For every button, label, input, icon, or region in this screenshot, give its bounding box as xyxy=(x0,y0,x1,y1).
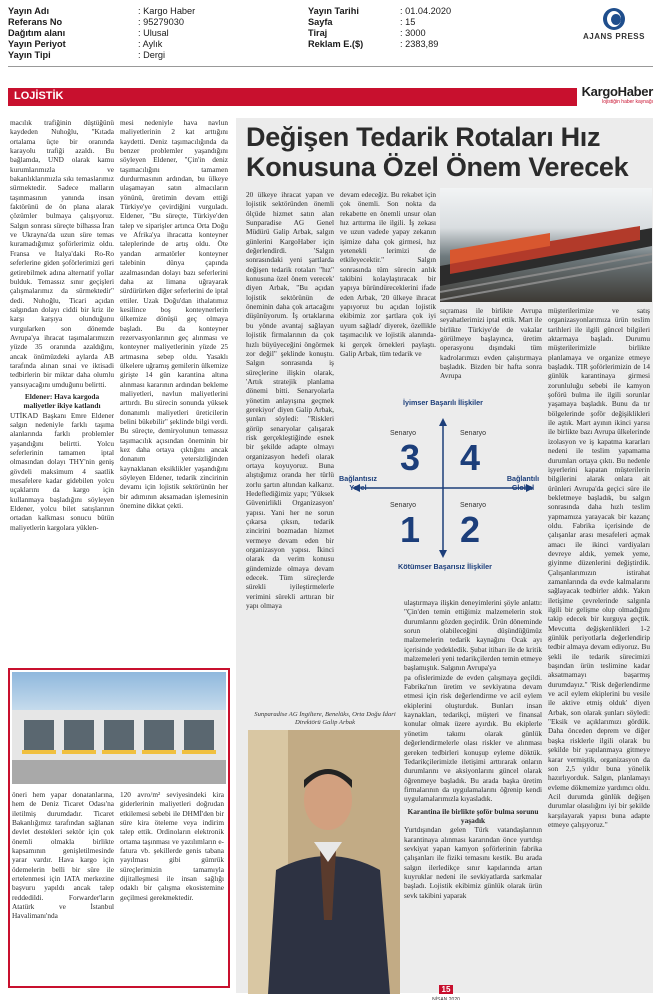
section-band xyxy=(8,88,653,106)
portrait-illustration xyxy=(248,730,400,994)
feature-col4: müşterilerimize ve satış organizasyonlarımıza ürün teslim tarihleri ile ilgili güncel bilgileri aktarmaya başladı. Durumu müşterilerimizle birlikte planlamaya ve organize etmeye başladık. TIR şoförlerimizin de 14 günlük karantinaya girmesi zorunluluğu sebebi ile kamyon şoförü bulma ile ilgili sorunlar yaşamaya başladık. Bunu da tır bölgelerinde şoför değişiklikleri ile aştık. Mart ayının ikinci yarısı ile birlikte bazı Avrupa ülkelerinde izolasyon ve iş kapatma kararları nedeni ile teslim yapamama durumları ortaya çıktı. Bu nedenle işyerlerini kapatan müşterilerin bilgilerini alarak onlara ait ürünleri Avrupa'da geçici süre ile bekletmeye başladık, bu salgın sonrasında daha hızlı teslim yapmamıza yarayacak bir kazanç oldu. Fabrika içerisinde de çalışanlar arası mesafeleri açmak amacı ile ikinci vardiyaları devreye aldık, yemek yeme, giyinme düzenlerini değiştirdik. Çalışanlarımızın istirahat zamanlarında da evde kalmalarını sağlayacak tedbirler aldık. Yakın iletişime çevrelerinde salgınla ilgili bir gelişme olup olmadığını takip edecek bir kurguya geçtik. Mevcutta değişkenlikleri 1-2 günlük periyotlarla değerlendirip tedbir almaya devam ediyoruz. Bu şekli ile tedarik sürecimizi başından ürün teslimine kadar aksatmamayı başarmış durumdayız." 'Risk değerlendirme ve acil eylem ekiplerini bu vesile ile aktive etmiş olduk' diyen Arbak, son olarak şunları söyledi: "Eksik ve açıklarımızı gördük. Daha önceden deprem ve diğer başka risklerle ilgili olarak bu şekilde bir yapılanmaya gitmeye karar vermiştik, organizasyon da son 2,5 yıldır buna yönelik hazırlıyorduk. Salgın, planlamayı evleme dökmemize yardımcı oldu. Acil durumda günlük değişen durumlar olasılığını iyi bir şekilde karşılayarak yapısı buna adapte etmeye çalışıyoruz." xyxy=(548,306,650,829)
article-left-col1: macılık trafiğinin düştüğünü kaydeden Nuhoğlu, "Kıtada ortalama üçte bir oranında karayolu trafiği azaldı. Bu bağlamda, UND olarak kamu kurumlarımızla ve bakanlıklarımızla sıkı temaslarımız sürmektedir. Sadece malların taşınmasının yanında insan faktörünü de ön plana alarak çözümler bulmaya çalışıyoruz. Salgın sonrası süreçte bilhassa İran ve Ukrayna'da uzun süre temas kuramadığımız şoförlerimiz oldu. Fransa ve İtalya'daki Ro-Ro seferlerine giden şoförlerimizi geri getirebilmek adına alternatif yollar bulduk. Temassız sınır geçişleri çalışmalarımız da sürmektedir" dedi. Nuhoğlu, Ticari açıdan salgından dolayı ciddi bir kriz ile karşı karşıya olunduğunu vurgularken son dönemde Avrupa'ya ihracat taşımalarımızın yüzde 35 oranında azaldığını, ancak önümüzdeki aylarda AB tarafında alınan sınai ve iktisadi tedbirlerin bir miktar daha olumlu yansıyacağını umduğunu belirtti. Eldener: Hava kargoda maliyetler ikiye katlandı UTİKAD Başkanı Emre Eldener salgın nedeniyle farklı taşıma alanlarında farklı problemler yaşandığını belirtti. Yolcu seferlerinin tamamen iptal olmasından dolayı THY'nin geniş gövdeli maksimum 4 saatlik mesafelere kadar gidebilen yolcu uçaklarını da kargo için kullanmaya başladığını söyleyen Eldener, yolcu bilet satışlarının ortadan kalkması sonucu bütün maliyetlerin kargolara yüklen- xyxy=(10,118,114,532)
article-left-col2: mesi nedeniyle hava navlun maliyetlerinin 2 kat arttığını kaydetti. Deniz taşımacılığında da benzer problemler yaşandığını söyleyen Eldener, "Çin'in deniz taşımacılığını tamamen durdurmasının ardından, bu ülkeye ulaşamayan satın almacıların yönünü, üretimin devam ettiği Türkiye'ye çevirdiğini vurguladı. Eldener, "Bu süreçte, Türkiye'den talep ve siparişler artınca Orta Doğu ve Afrika'ya ihracatta konteyner taleplerinde de artış oldu. Öte yandan armatörler konteyner talebinin dünya çapında azalmasından dolayı bazı seferlerini daha az limana uğrayarak sürdürürken diğer seferlerini de iptal ettiler. Uzak Doğu'dan ithalatımız kesilince boş konteynerlerin ülkemize dönüşü geç olmaya başladı. Bu da konteyner rezervasyonlarının geç alınması ve konteyner maliyetlerinin yüzde 25 artmasına sebep oldu. Yasaklı ülkelere uğramış gemilerin ülkemize girişte 14 gün karantina altına alınması kararının ardından bekleme maliyetleri, navlun maliyetlerini arttırdı. Bu sürecin sonunda yüksek donanımlı maliyetleri üreticilerin belini bükebilir" şeklinde bilgi verdi. Bu süreçte, demiryolunun temassız taşımacılık açısından öneminin bir kez daha ortaya çıktığını ancak donanım yetersizliğinden kaynaklanan eksiklikler yaşandığını söyleyen Eldener, tedarik zincirinin devamı için lojistik sektörünün her bir adımının aksamadan işlemesinin önemine dikkat çekti. xyxy=(120,118,228,511)
subhead-driver: Karantina ile birlikte şoför bulma sorunu yaşadık xyxy=(407,806,539,825)
article-headline: Değişen Tedarik Rotaları Hız Konusuna Özel Önem Verecek xyxy=(246,122,629,182)
portrait-photo xyxy=(248,730,400,994)
agency-logo-icon xyxy=(603,8,625,30)
warehouse-photo xyxy=(12,672,226,784)
axis-left-label: Bağlantısız Yerel xyxy=(339,474,377,492)
feature-col3-top: sıçraması ile birlikte Avrupa seyahatlerimizi iptal ettik. Mart ile birlikte Türkiye'de de vakalar görülmeye başlayınca, üretim operasyonu dışındaki tüm kadrolarımızı evden çalıştırmaya başladık. Bizden bir hafta sonra Avrupa xyxy=(440,306,542,381)
warehouse-illustration xyxy=(12,672,226,784)
scenario-3-label: Senaryo xyxy=(390,430,417,437)
scenario-1-label: Senaryo xyxy=(390,502,417,509)
feature-col2: devam edeceğiz. Bu rekabet için çok önemli. Son nokta da rekabette en önemli unsur olan hız arttırma ile ilgili. İş zekası ve uzun vadede yapay zekanın işimize daha çok girmesi, hız yetenekli lerimizi de etkileyecektir." Salgın sonrasında tüm sürecin anlık takibini kolaylaştıracak bir yapıya büründüreceklerini ifade eden Arbak, '20 ülkeye ihracat yapıyoruz bu açıdan lojistik ekibimiz zor şartlara çok iyi uyum sağladı' diyerek, özellikle taşımacılık ve lojistik alanında-ki gerçek örnekleri paylaştı. Galip Arbak, tüm tedarik ve xyxy=(340,190,436,358)
section-label: LOJİSTİK xyxy=(14,90,64,102)
subhead-air-cargo: Eldener: Hava kargoda maliyetler ikiye katlandı xyxy=(23,391,101,411)
axis-right-label: Bağlantılı Global xyxy=(506,474,540,492)
brand-logo xyxy=(577,84,653,108)
scenario-2-label: Senaryo xyxy=(460,502,487,509)
feature-col1: 20 ülkeye ihracat yapan ve lojistik sektöründen önemli ölçüde hizmet satın alan Sunparadise AG Genel Müdürü Galip Arbak, salgın günlerini KargoHaber için değerlendirdi. 'Salgın sonrasındaki yeni şartlarda değişen tedarik rotaları "hız" konusuna özel önem verecek' diyen Arbak, "Bu açıdan lojistik sektörünün de öneminin daha çok artacağını düşünüyorum. İş ortaklarına bu yönde avantaj sağlayan lojistik firmalarının da çok hızlı büyüyeceğini öngörmek zor değil" şeklinde konuştu. Salgın sonrasında iş süreçlerine ilişkin olarak, 'Artık stratejik planlama dönemi bitti. Senaryolarla yönetim anlayışına geçmek gerekiyor' diyen Galip Arbak, şunları söyledi: "Riskleri görüp senaryolar çalışarak risk gerçekleştiğinde esnek bir şekilde adapte olmayı organizasyon hedefi olarak ortaya koyuyoruz. Buna alıştığımız oranda her türlü zorlu şartın altından kalkarız. Hedeflediğimiz yapı; 'Yüksek Güvenirlikli Organizasyon' yapısı. Yani her ne sorun çıkarsa çıksın, tedarik zincirini bozmadan hizmet vermeye devam eden bir organizasyon yapısı. İkinci olarak da verim konusu gündemizde olmaya devam edecek. Tüm süreçlerde sürekli iyileştirmelerle verimini sürekli arttıran bir yapı olmaya xyxy=(246,190,334,611)
scenario-3-number: 3 xyxy=(400,437,421,478)
feature-col3-bottom: ulaştırmaya ilişkin deneyimlerini şöyle anlattı: "Çin'den temin ettiğimiz malzemelerin stok durumlarını gözden geçirdik. Ürün döneminde sorun olabileceğini düşündüğümüz malzemelerin tedarik kaynağını Ocak ayı içerisinde yedekledik. Şubat itibarı ile de kritik malzemeleri yeni tedarikçilerden temin etmeye başlamıştık. Salgının Avrupa'ya pa ofislerimizde de evden çalışmaya geçildi. Fabrika'nın üretim ve sevkiyatına devam etmesi için risk değerlendirme ve acil eylem ekiplerini oluşturduk. Bunları insan kaynakları, tedarikçi, müşteri ve finansal konular olmak üzere ayırdık. Bu ekiplerle yönetim takımı olarak günlük değerlendirmelerle olası riskler ve alınması gereken tedbirleri konuşup eyleme döktük. Tedarikçilerimizle iletişimi arttırarak onların durumlarını ve aksiyonlarını güncel olarak öğrenmeye başladık. Bu arada başka üretim firmalarının da uygulamalarını öğrenip kendi uygulamalarımızla kıyasladık. Karantina ile birlikte şoför bulma sorunu yaşadık Yurtdışından gelen Türk vatandaşlarının karantinaya alınması kararından önce yurtdışı sevkiyat yapan kamyon şoförlerinin fabrika çalışanları ile fiziki temasını kestik. Bu arada salgın ilerledikçe sınır kapılarında artan kuyruklar nedeni ile sevkiyatlarda sarkmalar başladı. Lojistik ekibimiz günlük olarak ürün sevk takibini yaparak xyxy=(404,598,542,900)
scenario-4-number: 4 xyxy=(460,437,481,478)
scenario-2-number: 2 xyxy=(460,509,481,550)
freight-train-photo xyxy=(440,188,652,302)
publication-meta: Yayın Adı : Kargo Haber Referans No : 95279030 Dağıtım alanı : Ulusal Yayın Periyot : Aylık Yayın Tipi : Dergi Yayın Tarihi : 01.04.2020 Sayfa : 15 Tiraj : 3000 Reklam E.($) : 2383,89 xyxy=(8,6,452,60)
brand-tagline: lojistiğin haber kaynağı xyxy=(602,99,653,105)
train-illustration xyxy=(440,188,652,302)
axis-top-label: İyimser Başarılı İlişkiler xyxy=(403,398,483,407)
axis-bottom-label: Kötümser Başarısız İlişkiler xyxy=(398,562,492,571)
agency-logo: AJANS PRESS xyxy=(574,8,654,44)
scenario-diagram xyxy=(339,398,540,580)
boxed-col1: öneri hem yapar donatanlarına, hem de Deniz Ticaret Odası'na iletilmiş durumdadır. Ticaret Bakanlığımız tarafından sağlanan devlet destekleri sektör için çok önemli olmakla birlikte kapsamının genişletilmesinde yarar vardır. Hava kargo için ödemelerin belli bir süre ile ertelenmesi için IATA merkezine başvuru yapıldı ancak talep reddedildi. Forwarder'ların Atatürk ve İstanbul Havalimanı'nda xyxy=(12,790,114,921)
brand-name: KargoHaber xyxy=(581,84,653,99)
header-divider xyxy=(8,66,653,67)
scenario-4-label: Senaryo xyxy=(460,430,487,437)
scenario-1-number: 1 xyxy=(400,509,421,550)
page-number: 15 NİSAN 2020 xyxy=(432,985,460,1000)
photo-caption: Sunparadise AG İngiltere, Benelüks, Orta Doğu İdari Direktörü Galip Arbak xyxy=(254,711,396,726)
boxed-col2: 120 avro/m² seviyesindeki kira giderlerinin maliyetleri doğrudan etkilemesi sebebi ile DHMİ'den bir süre kira öteleme veya indirim talep ettik. Ordinoların elektronik ortama taşınması ve yazılımların e-fatura vb. şekillerde genis tabana yayılması gibi gümrük süreçlerimizin tamamıyla dijitalleşmesi ile insan sağlığı odaklı bir çalışma ekosistemine geçilmesi gerekmektedir. xyxy=(120,790,224,902)
